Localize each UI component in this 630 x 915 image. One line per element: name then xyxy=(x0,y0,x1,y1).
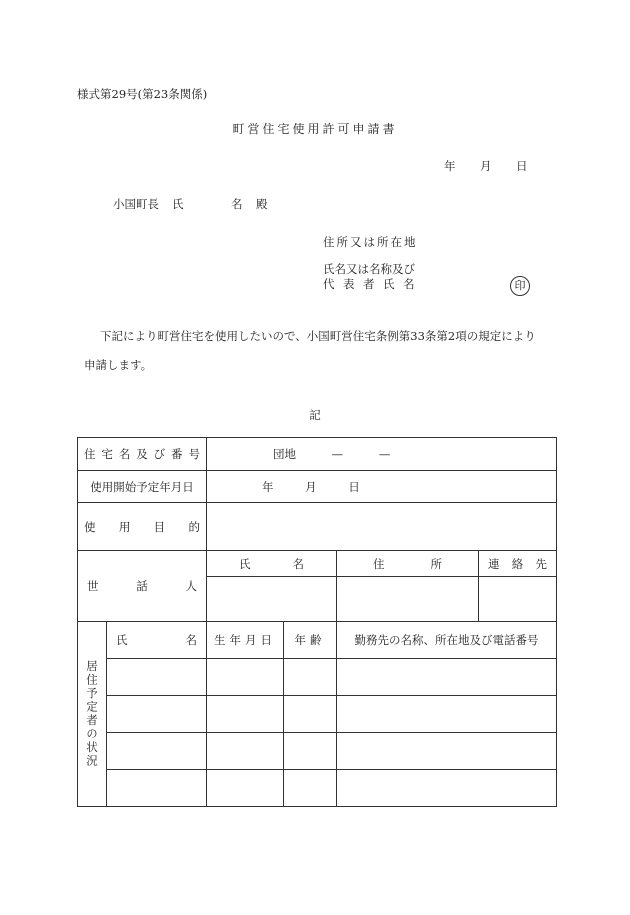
applicant-name-label-line2: 代表者氏名 xyxy=(323,277,423,291)
resident-name-field[interactable] xyxy=(107,770,207,807)
start-date-field[interactable] xyxy=(207,471,557,503)
start-month-label: 月 xyxy=(305,479,317,494)
purpose-field[interactable] xyxy=(207,503,557,551)
caretaker-col-name: 氏 名 xyxy=(239,556,304,571)
addressee-name-label-2: 名 xyxy=(231,197,243,211)
resident-name-field[interactable] xyxy=(107,696,207,733)
residents-col-name: 氏 名 xyxy=(116,633,197,647)
seal-mark: 印 xyxy=(510,276,530,296)
resident-age-field[interactable] xyxy=(284,696,337,733)
resident-name-field[interactable] xyxy=(107,659,207,696)
dash-2: — xyxy=(378,447,391,461)
addressee-honorific: 殿 xyxy=(256,197,268,211)
resident-row xyxy=(78,696,557,733)
application-table xyxy=(77,437,557,807)
resident-row xyxy=(78,733,557,770)
resident-row xyxy=(78,770,557,807)
caretaker-name-field[interactable] xyxy=(207,577,337,622)
caretaker-header-row xyxy=(78,551,557,577)
residents-col-work: 勤務先の名称、所在地及び電話番号 xyxy=(337,622,557,659)
resident-age-field[interactable] xyxy=(284,733,337,770)
dash-1: — xyxy=(331,447,344,461)
resident-work-field[interactable] xyxy=(337,770,557,807)
body-text-line1: 下記により町営住宅を使用したいので、小国町営住宅条例第33条第2項の規定により xyxy=(100,329,536,343)
purpose-label: 使 用 目 的 xyxy=(84,519,200,534)
date-day-label: 日 xyxy=(516,159,528,173)
start-year-label: 年 xyxy=(262,479,274,494)
resident-birth-field[interactable] xyxy=(207,770,284,807)
start-date-label: 使用開始予定年月日 xyxy=(78,471,207,503)
caretaker-col-contact: 連 絡 先 xyxy=(488,556,547,571)
danchi-label: 団地 xyxy=(273,447,296,461)
start-day-label: 日 xyxy=(348,479,360,494)
caretaker-address-field[interactable] xyxy=(337,577,479,622)
addressee-mayor: 小国町長 xyxy=(113,197,159,211)
residents-header-row xyxy=(78,622,557,659)
housing-label: 住 宅 名 及 び 番 号 xyxy=(84,447,200,461)
start-date-row xyxy=(78,471,557,503)
date-month-label: 月 xyxy=(480,159,492,173)
resident-row xyxy=(78,659,557,696)
resident-name-field[interactable] xyxy=(107,733,207,770)
housing-field[interactable] xyxy=(207,438,557,471)
resident-work-field[interactable] xyxy=(337,733,557,770)
resident-birth-field[interactable] xyxy=(207,696,284,733)
caretaker-col-address: 住 所 xyxy=(373,556,442,571)
purpose-row xyxy=(78,503,557,551)
residents-col-birth: 生年月日 xyxy=(207,622,284,659)
body-text-line2: 申請します。 xyxy=(84,358,153,372)
resident-work-field[interactable] xyxy=(337,696,557,733)
residents-label: 居住予定者の状況 xyxy=(85,660,99,768)
document-title: 町営住宅使用許可申請書 xyxy=(232,122,398,136)
residents-label-cell xyxy=(78,622,107,807)
residents-col-age: 年齢 xyxy=(284,622,337,659)
housing-row xyxy=(78,438,557,471)
resident-age-field[interactable] xyxy=(284,770,337,807)
resident-birth-field[interactable] xyxy=(207,659,284,696)
resident-birth-field[interactable] xyxy=(207,733,284,770)
applicant-address-label: 住所又は所在地 xyxy=(323,235,418,249)
caretaker-label: 世 話 人 xyxy=(87,579,197,593)
ki-heading: 記 xyxy=(309,408,321,422)
caretaker-contact-field[interactable] xyxy=(479,577,557,622)
addressee-name-label-1: 氏 xyxy=(172,197,184,211)
resident-work-field[interactable] xyxy=(337,659,557,696)
resident-age-field[interactable] xyxy=(284,659,337,696)
applicant-name-label-line1: 氏名又は名称及び xyxy=(323,262,415,276)
form-number: 様式第29号(第23条関係) xyxy=(77,87,208,101)
date-year-label: 年 xyxy=(444,159,456,173)
